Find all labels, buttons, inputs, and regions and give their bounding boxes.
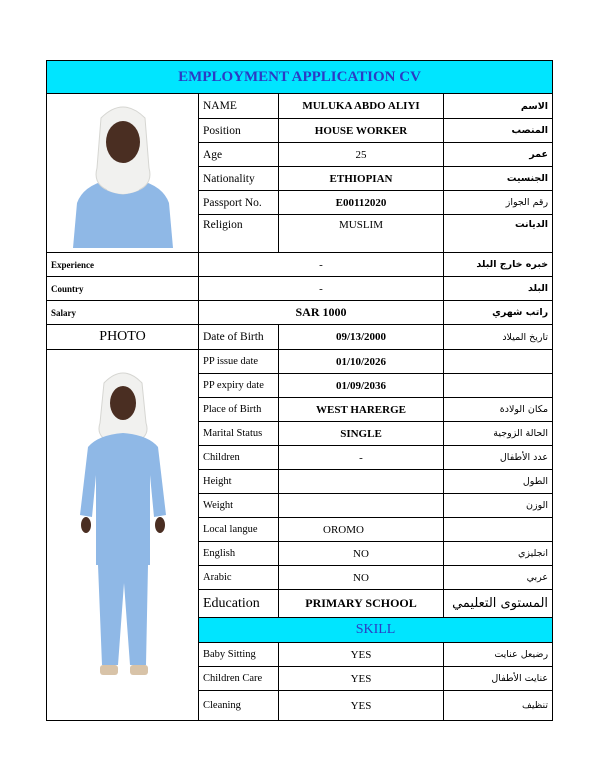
country-value: -: [199, 277, 444, 301]
height-ar: الطول: [444, 470, 553, 494]
headshot-image: [63, 98, 183, 248]
arabic-label: Arabic: [199, 566, 279, 590]
children-ar: عدد الأطفال: [444, 446, 553, 470]
nationality-label: Nationality: [199, 167, 279, 191]
fullbody-photo: [47, 350, 199, 721]
pp-expiry-value: 01/09/2036: [279, 374, 444, 398]
marital-value: SINGLE: [279, 422, 444, 446]
passport-value: E00112020: [279, 191, 444, 215]
salary-value: SAR 1000: [199, 301, 444, 325]
dob-ar: تاريخ الميلاد: [444, 325, 553, 350]
education-ar: المستوى التعليمي: [444, 590, 553, 618]
dob-value: 09/13/2000: [279, 325, 444, 350]
experience-value: -: [199, 253, 444, 277]
local-language-label: Local langue: [199, 518, 279, 542]
passport-ar: رقم الجواز: [444, 191, 553, 215]
weight-value: [279, 494, 444, 518]
name-ar: الاسم: [444, 94, 553, 119]
fullbody-image: [68, 365, 178, 705]
experience-label: Experience: [47, 253, 199, 277]
headshot-photo: [47, 94, 199, 253]
religion-value: MUSLIM: [279, 215, 444, 253]
pob-ar: مكان الولادة: [444, 398, 553, 422]
nationality-value: ETHIOPIAN: [279, 167, 444, 191]
children-label: Children: [199, 446, 279, 470]
age-value: 25: [279, 143, 444, 167]
pp-issue-label: PP issue date: [199, 350, 279, 374]
children-value: -: [279, 446, 444, 470]
local-language-ar: [444, 518, 553, 542]
pob-value: WEST HARERGE: [279, 398, 444, 422]
dob-label: Date of Birth: [199, 325, 279, 350]
skill-label-cleaning: Cleaning: [199, 691, 279, 721]
pp-issue-ar: [444, 350, 553, 374]
photo-label: PHOTO: [47, 325, 199, 350]
name-value: MULUKA ABDO ALIYI: [279, 94, 444, 119]
age-ar: عمر: [444, 143, 553, 167]
pp-expiry-label: PP expiry date: [199, 374, 279, 398]
cv-table: [46, 60, 553, 721]
weight-ar: الوزن: [444, 494, 553, 518]
skill-value-baby-sitting: YES: [279, 643, 444, 667]
name-label: NAME: [199, 94, 279, 119]
education-value: PRIMARY SCHOOL: [279, 590, 444, 618]
english-value: NO: [279, 542, 444, 566]
skill-label-children-care: Children Care: [199, 667, 279, 691]
country-label: Country: [47, 277, 199, 301]
skill-ar-children-care: عنايت الأطفال: [444, 667, 553, 691]
position-ar: المنصب: [444, 119, 553, 143]
nationality-ar: الجنسيت: [444, 167, 553, 191]
pp-issue-value: 01/10/2026: [279, 350, 444, 374]
position-value: HOUSE WORKER: [279, 119, 444, 143]
skill-value-cleaning: YES: [279, 691, 444, 721]
pob-label: Place of Birth: [199, 398, 279, 422]
skill-label-baby-sitting: Baby Sitting: [199, 643, 279, 667]
religion-ar: الديانت: [444, 215, 553, 253]
salary-label: Salary: [47, 301, 199, 325]
pp-expiry-ar: [444, 374, 553, 398]
age-label: Age: [199, 143, 279, 167]
marital-ar: الحالة الزوجية: [444, 422, 553, 446]
education-label: Education: [199, 590, 279, 618]
position-label: Position: [199, 119, 279, 143]
country-ar: البلد: [444, 277, 553, 301]
salary-ar: راتب شهري: [444, 301, 553, 325]
cv-sheet: [46, 60, 552, 721]
cv-title: EMPLOYMENT APPLICATION CV: [47, 61, 553, 94]
experience-ar: خبره خارج البلد: [444, 253, 553, 277]
skill-ar-cleaning: تنظيف: [444, 691, 553, 721]
english-label: English: [199, 542, 279, 566]
arabic-ar: عربي: [444, 566, 553, 590]
passport-label: Passport No.: [199, 191, 279, 215]
skill-value-children-care: YES: [279, 667, 444, 691]
height-value: [279, 470, 444, 494]
local-language-value: OROMO: [279, 518, 444, 542]
weight-label: Weight: [199, 494, 279, 518]
english-ar: انجليزي: [444, 542, 553, 566]
marital-label: Marital Status: [199, 422, 279, 446]
religion-label: Religion: [199, 215, 279, 253]
skill-ar-baby-sitting: رضيعل عنايت: [444, 643, 553, 667]
height-label: Height: [199, 470, 279, 494]
skill-header: SKILL: [199, 618, 553, 643]
arabic-value: NO: [279, 566, 444, 590]
